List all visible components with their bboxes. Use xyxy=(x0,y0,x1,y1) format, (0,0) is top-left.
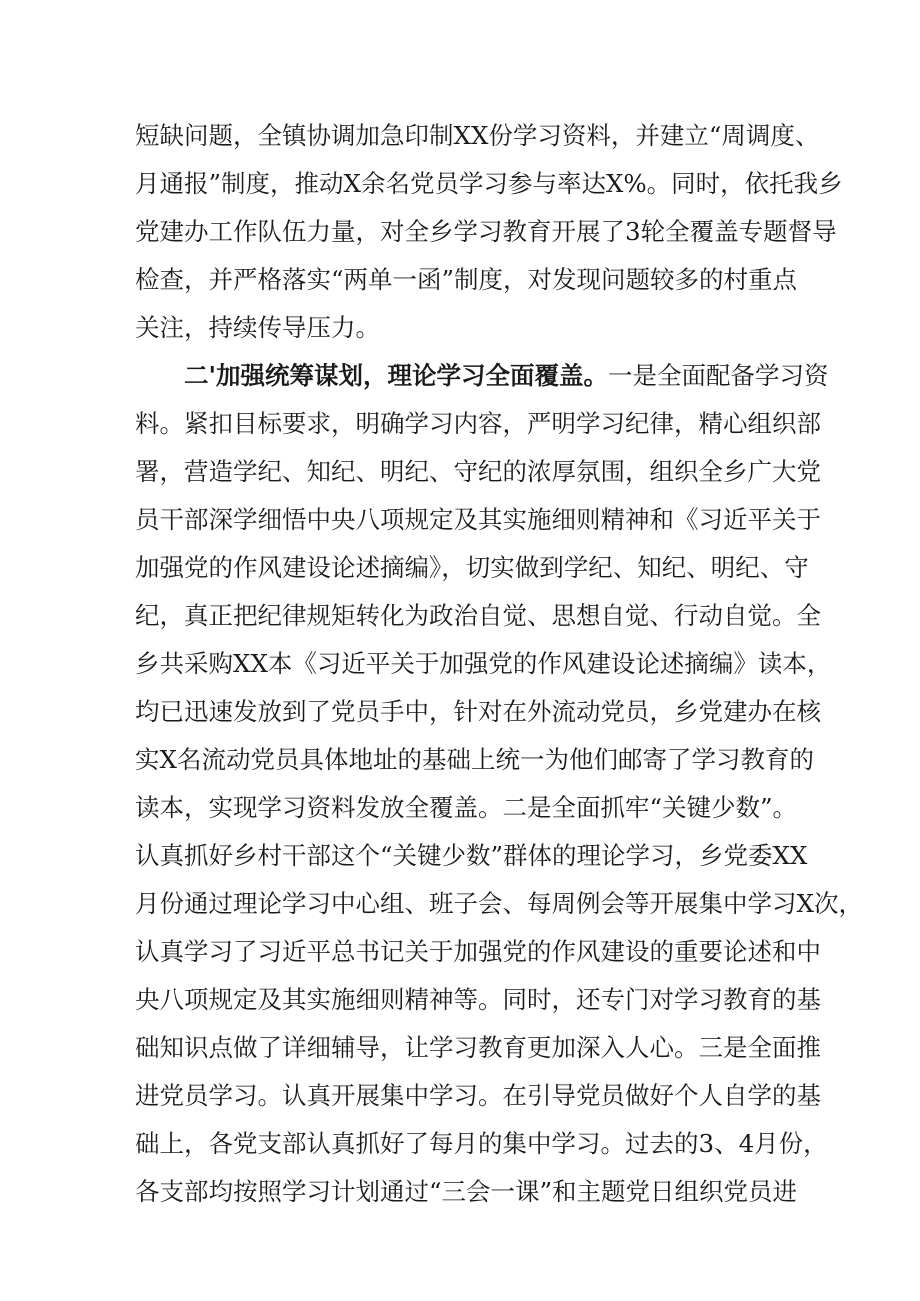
text-line: 月通报”制度，推动X余名党员学习参与率达X%。同时，依托我乡 xyxy=(135,169,843,198)
text-fragment: 一是全面配备学习资 xyxy=(608,361,829,390)
text-line: 短缺问题，全镇协调加急印制XX份学习资料，并建立“周调度、 xyxy=(135,121,820,150)
text-line: 纪，真正把纪律规矩转化为政治自觉、思想自觉、行动自觉。全 xyxy=(135,601,821,630)
text-line: 加强党的作风建设论述摘编》，切实做到学纪、知纪、明纪、守 xyxy=(135,553,809,582)
text-line: 月份通过理论学习中心组、班子会、每周例会等开展集中学习X次， xyxy=(135,889,863,918)
section-heading: 二'加强统筹谋划，理论学习全面覆盖。 xyxy=(184,361,608,390)
text-line: 均已迅速发放到了党员手中，针对在外流动党员，乡党建办在核 xyxy=(135,697,821,726)
document-body xyxy=(135,112,863,1216)
text-line: 署，营造学纪、知纪、明纪、守纪的浓厚氛围，组织全乡广大党 xyxy=(135,457,821,486)
text-line: 实X名流动党员具体地址的基础上统一为他们邮寄了学习教育的 xyxy=(135,745,814,774)
text-line: 各支部均按照学习计划通过“三会一课”和主题党日组织党员进 xyxy=(135,1177,798,1206)
text-line: 础上，各党支部认真抓好了每月的集中学习。过去的3、4月份， xyxy=(135,1129,828,1158)
text-line: 党建办工作队伍力量，对全乡学习教育开展了3轮全覆盖专题督导 xyxy=(135,217,837,246)
section-heading-line xyxy=(135,352,829,400)
text-line: 关注，持续传导压力。 xyxy=(135,313,380,342)
text-line: 员干部深学细悟中央八项规定及其实施细则精神和《习近平关于 xyxy=(135,505,821,534)
text-line: 央八项规定及其实施细则精神等。同时，还专门对学习教育的基 xyxy=(135,985,821,1014)
text-line: 础知识点做了详细辅导，让学习教育更加深入人心。三是全面推 xyxy=(135,1033,821,1062)
text-line: 读本，实现学习资料发放全覆盖。二是全面抓牢“关键少数”。 xyxy=(135,793,798,822)
text-line: 乡共采购XX本《习近平关于加强党的作风建设论述摘编》读本， xyxy=(135,649,832,678)
text-line: 认真学习了习近平总书记关于加强党的作风建设的重要论述和中 xyxy=(135,937,821,966)
text-line: 检查，并严格落实“两单一函”制度，对发现问题较多的村重点 xyxy=(135,265,798,294)
text-line: 进党员学习。认真开展集中学习。在引导党员做好个人自学的基 xyxy=(135,1081,821,1110)
text-line: 料。紧扣目标要求，明确学习内容，严明学习纪律，精心组织部 xyxy=(135,409,821,438)
text-line: 认真抓好乡村干部这个“关键少数”群体的理论学习，乡党委XX xyxy=(135,841,808,870)
